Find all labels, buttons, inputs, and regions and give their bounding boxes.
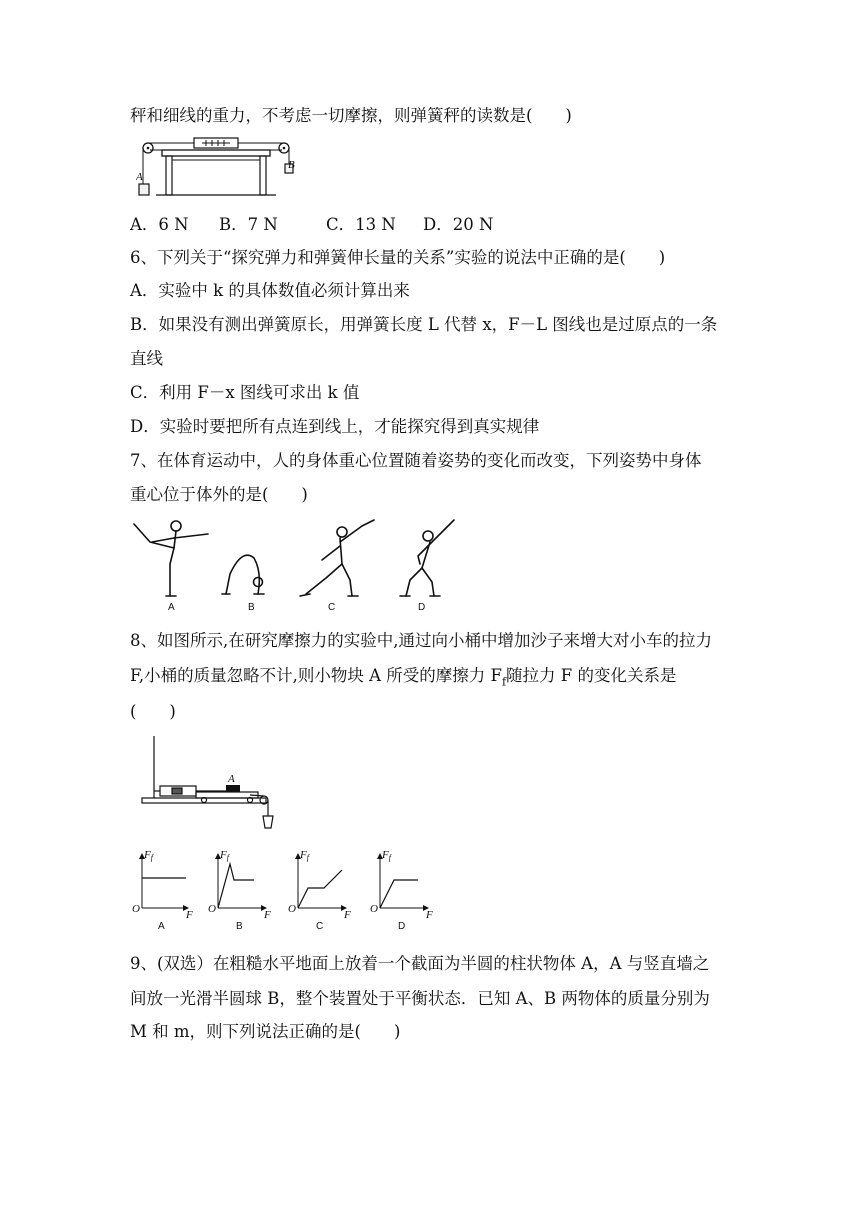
- q7-posture-figures: [130, 516, 460, 614]
- q7-caption-a: A: [168, 602, 175, 613]
- q5-option-c: C．13 N: [326, 215, 396, 234]
- q8-stem-line3: ( ): [130, 702, 176, 721]
- q5-option-d: D．20 N: [423, 215, 494, 234]
- q5-label-b: B: [288, 159, 295, 171]
- q8-graph-b-ylabel: Ff: [220, 849, 229, 862]
- q7-caption-b: B: [248, 602, 255, 613]
- q8-block-label: A: [228, 773, 235, 785]
- q8-graph-d: [380, 854, 428, 908]
- q8-graph-b-xlabel: F: [264, 909, 271, 921]
- q6-stem: 6、下列关于“探究弹力和弹簧伸长量的关系”实验的说法中正确的是( ): [130, 248, 666, 267]
- q8-graph-c-xlabel: F: [344, 909, 351, 921]
- q6-option-b-line1: B．如果没有测出弹簧原长，用弹簧长度 L 代替 x，F－L 图线也是过原点的一条: [130, 315, 718, 334]
- q8-graph-c: [298, 854, 346, 908]
- q8-stem-line2-post: 随拉力 F 的变化关系是: [506, 666, 677, 685]
- q8-stem-line2-sub: f: [501, 675, 507, 689]
- q6-option-d: D．实验时要把所有点连到线上，才能探究得到真实规律: [130, 417, 540, 436]
- q8-graph-d-xlabel: F: [426, 909, 433, 921]
- q8-apparatus-figure: [138, 732, 278, 832]
- q6-option-a: A．实验中 k 的具体数值必须计算出来: [130, 281, 410, 300]
- q8-graph-c-origin: O: [288, 903, 296, 915]
- q9-stem-line3: M 和 m，则下列说法正确的是( ): [130, 1022, 401, 1041]
- q8-graph-a-ylabel: Ff: [144, 849, 153, 862]
- q8-graph-caption-c: C: [316, 921, 324, 932]
- q5-stem-tail: 秤和细线的重力，不考虑一切摩擦，则弹簧秤的读数是( ): [130, 106, 572, 125]
- q7-caption-d: D: [418, 602, 426, 613]
- q8-graph-b: [218, 854, 266, 908]
- q8-graph-c-ylabel: Ff: [300, 849, 309, 862]
- q8-graphs: [130, 846, 450, 932]
- q8-graph-b-origin: O: [208, 903, 216, 915]
- q8-stem-line2: [130, 665, 677, 693]
- q8-graph-d-ylabel: Ff: [382, 849, 391, 862]
- q5-label-a: A: [136, 171, 143, 183]
- q5-pulley-figure: [136, 134, 298, 200]
- q7-stem-line1: 7、在体育运动中，人的身体重心位置随着姿势的变化而改变，下列姿势中身体: [130, 451, 702, 470]
- q7-caption-c: C: [328, 602, 336, 613]
- q9-stem-line1: 9、(双选）在粗糙水平地面上放着一个截面为半圆的柱状物体 A，A 与竖直墙之: [130, 954, 710, 973]
- q5-option-a: A．6 N: [130, 215, 189, 234]
- q5-option-b: B．7 N: [219, 215, 278, 234]
- q6-option-b-line2: 直线: [130, 349, 163, 368]
- q8-graph-a: [142, 854, 188, 908]
- q8-graph-caption-d: D: [398, 921, 406, 932]
- q8-stem-line2-pre: F,小桶的质量忽略不计,则小物块 A 所受的摩擦力 F: [130, 666, 502, 685]
- q8-graph-d-origin: O: [370, 903, 378, 915]
- q9-stem-line2: 间放一光滑半圆球 B，整个装置处于平衡状态．已知 A、B 两物体的质量分别为: [130, 989, 710, 1008]
- q8-graph-caption-b: B: [236, 921, 243, 932]
- q8-graph-a-origin: O: [132, 903, 140, 915]
- q7-stem-line2: 重心位于体外的是( ): [130, 485, 308, 504]
- q8-stem-line1: 8、如图所示,在研究摩擦力的实验中,通过向小桶中增加沙子来增大对小车的拉力: [130, 631, 712, 650]
- q6-option-c: C．利用 F－x 图线可求出 k 值: [130, 383, 360, 402]
- q8-graph-caption-a: A: [158, 921, 165, 932]
- q8-graph-a-xlabel: F: [186, 909, 193, 921]
